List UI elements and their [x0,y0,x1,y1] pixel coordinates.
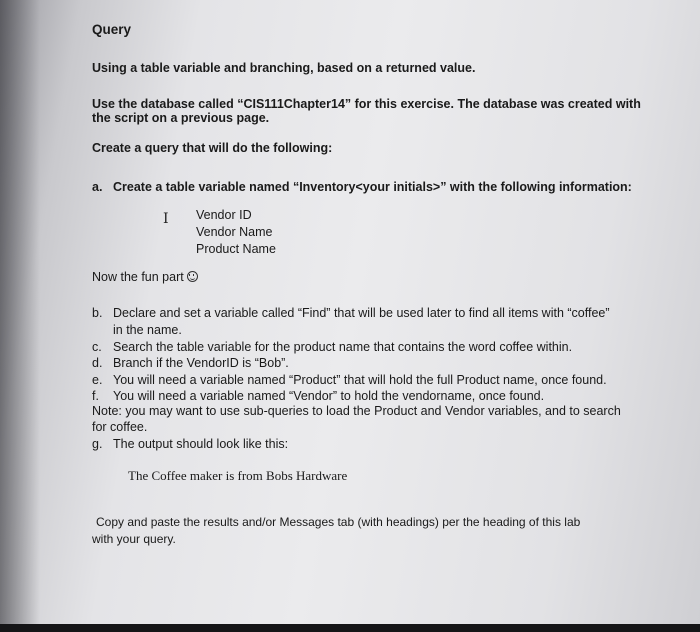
list-item-c [92,340,572,354]
list-item-f [92,389,544,403]
list-label: g. [92,437,103,451]
note-line-2: for coffee. [92,420,148,434]
list-label: a. [92,180,103,194]
subtitle: Using a table variable and branching, based on a returned value. [92,61,476,75]
list-label: c. [92,340,102,354]
list-label: b. [92,306,103,320]
list-text: Create a table variable named “Inventory<your initials>” with the following information: [113,180,632,194]
copy-instruction-1: Copy and paste the results and/or Messages tab (with headings) per the heading of this lab [96,515,581,529]
list-text: Search the table variable for the product name that contains the word coffee within. [113,340,573,354]
list-text: You will need a variable named “Product” that will hold the full Product name, once found. [113,373,607,387]
smiley-icon [187,271,198,282]
database-line-2: the script on a previous page. [92,111,270,125]
list-item-g [92,437,288,451]
field-product-name: Product Name [196,242,276,256]
list-item-a [92,180,632,194]
list-text: Declare and set a variable called “Find” that will be used later to find all items with “coffee” [113,306,610,320]
list-item-b-continued: in the name. [113,323,182,337]
field-vendor-name: Vendor Name [196,225,273,239]
text-cursor-icon: I [163,211,169,227]
list-item-b [92,306,610,320]
page-title: Query [92,22,132,37]
list-text: The output should look like this: [113,437,289,451]
list-label: e. [92,373,103,387]
instruction: Create a query that will do the following: [92,141,333,155]
fun-part-line [92,270,198,284]
field-vendor-id: Vendor ID [196,208,252,222]
list-label: d. [92,356,103,370]
list-item-e [92,373,607,387]
list-label: f. [92,389,99,403]
note-line-1: Note: you may want to use sub-queries to load the Product and Vendor variables, and to search [92,404,621,418]
database-line-1: Use the database called “CIS111Chapter14” for this exercise. The database was created with [92,97,641,111]
sample-output: The Coffee maker is from Bobs Hardware [128,468,348,483]
list-item-d [92,356,289,370]
copy-instruction-2: with your query. [92,532,176,546]
list-text: Branch if the VendorID is “Bob”. [113,356,289,370]
fun-part-text: Now the fun part [92,270,184,284]
list-text: You will need a variable named “Vendor” to hold the vendorname, once found. [113,389,545,403]
